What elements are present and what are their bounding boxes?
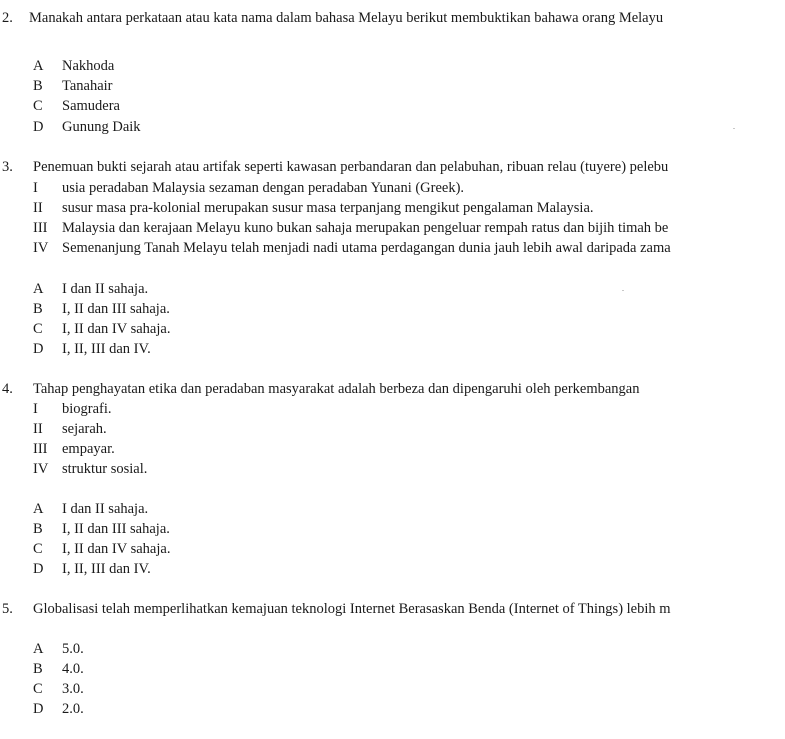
option-letter: D	[33, 341, 44, 357]
option-letter: C	[33, 98, 43, 114]
statement-text: Semenanjung Tanah Melayu telah menjadi nadi utama perdagangan dunia jauh lebih awal daripada zama	[62, 240, 671, 256]
statement-roman: II	[33, 421, 43, 437]
statement-text: usia peradaban Malaysia sezaman dengan peradaban Yunani (Greek).	[62, 180, 465, 196]
statement-text: biografi.	[62, 401, 112, 417]
statement-roman: III	[33, 220, 48, 236]
option-text: I, II dan IV sahaja.	[62, 321, 171, 337]
question-number: 5.	[2, 601, 13, 617]
question-text: Globalisasi telah memperlihatkan kemajuan teknologi Internet Berasaskan Benda (Internet of Things) lebih m	[33, 601, 671, 617]
scan-artifact	[733, 128, 735, 129]
statement-roman: IV	[33, 461, 49, 477]
option-text: Tanahair	[62, 78, 113, 94]
statement-text: struktur sosial.	[62, 461, 148, 477]
option-letter: C	[33, 541, 43, 557]
option-letter: D	[33, 119, 44, 135]
option-letter: B	[33, 301, 43, 317]
question-text: Penemuan bukti sejarah atau artifak seperti kawasan perbandaran dan pelabuhan, ribuan relau (tuyere) pelebu	[33, 159, 669, 175]
option-letter: C	[33, 681, 43, 697]
option-text: I, II, III dan IV.	[62, 561, 151, 577]
statement-text: susur masa pra-kolonial merupakan susur masa terpanjang mengikut pengalaman Malaysia.	[62, 200, 594, 216]
statement-text: empayar.	[62, 441, 115, 457]
question-text: Manakah antara perkataan atau kata nama dalam bahasa Melayu berikut membuktikan bahawa orang Melayu	[29, 10, 664, 26]
statement-roman: I	[33, 401, 38, 417]
option-letter: B	[33, 661, 43, 677]
option-text: Gunung Daik	[62, 119, 141, 135]
option-letter: A	[33, 281, 44, 297]
statement-text: Malaysia dan kerajaan Melayu kuno bukan sahaja merupakan pengeluar rempah ratus dan bijih timah be	[62, 220, 669, 236]
option-letter: D	[33, 701, 44, 717]
option-letter: C	[33, 321, 43, 337]
question-text: Tahap penghayatan etika dan peradaban masyarakat adalah berbeza dan dipengaruhi oleh perkembangan	[33, 381, 640, 397]
statement-roman: IV	[33, 240, 49, 256]
question-number: 3.	[2, 159, 13, 175]
option-letter: B	[33, 78, 43, 94]
option-text: I, II dan IV sahaja.	[62, 541, 171, 557]
option-text: Samudera	[62, 98, 120, 114]
option-text: 4.0.	[62, 661, 84, 677]
statement-roman: III	[33, 441, 48, 457]
option-letter: D	[33, 561, 44, 577]
statement-roman: II	[33, 200, 43, 216]
option-text: I, II dan III sahaja.	[62, 301, 170, 317]
question-number: 4.	[2, 381, 13, 397]
option-text: 2.0.	[62, 701, 84, 717]
option-text: I, II dan III sahaja.	[62, 521, 170, 537]
option-text: 5.0.	[62, 641, 84, 657]
option-letter: A	[33, 58, 44, 74]
option-text: I dan II sahaja.	[62, 501, 149, 517]
scan-artifact	[622, 290, 624, 291]
option-text: I dan II sahaja.	[62, 281, 149, 297]
statement-text: sejarah.	[62, 421, 107, 437]
option-text: Nakhoda	[62, 58, 115, 74]
option-text: 3.0.	[62, 681, 84, 697]
option-letter: B	[33, 521, 43, 537]
option-letter: A	[33, 641, 44, 657]
option-text: I, II, III dan IV.	[62, 341, 151, 357]
question-number: 2.	[2, 10, 13, 26]
statement-roman: I	[33, 180, 38, 196]
option-letter: A	[33, 501, 44, 517]
